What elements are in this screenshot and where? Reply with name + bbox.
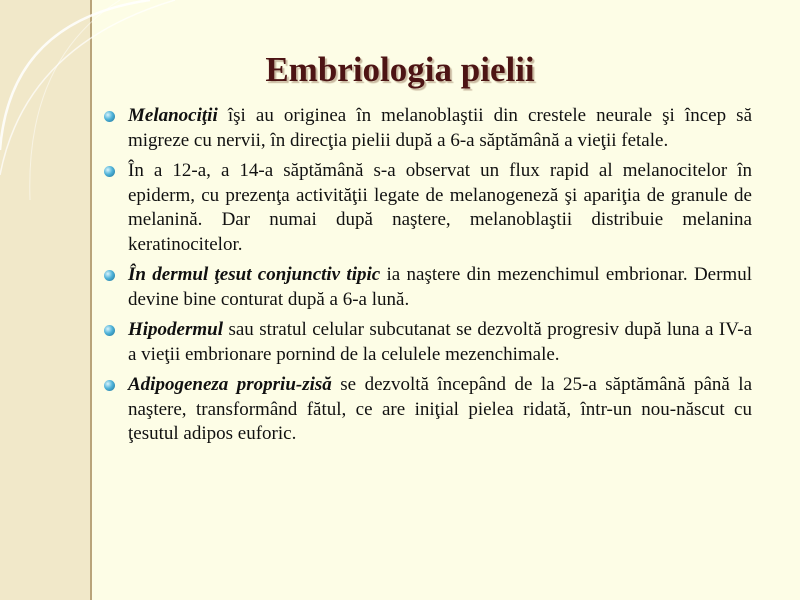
bullet-term: În dermul ţesut conjunctiv tipic <box>128 264 381 285</box>
bullet-text: sau stratul celular subcutanat se dezvoltă progresiv după luna a IV-a a vieţii embrionare pornind de la celulele mezenchimale. <box>128 319 752 365</box>
bullet-term: Melanociţii <box>128 105 218 126</box>
bullet-icon <box>104 380 115 391</box>
bullet-term: Adipogeneza propriu-zisă <box>128 374 332 395</box>
bullet-text: se dezvoltă începând de la 25-a săptămână până la naştere, transformând fătul, ce are iniţial pielea ridată, într-un nou-născut cu ţesutul adipos euforic. <box>128 374 753 444</box>
bullet-icon <box>104 325 115 336</box>
bullet-item-melanocites <box>104 104 752 153</box>
bullet-text: ia naştere din mezenchimul embrionar. Dermul devine bine conturat după a 6-a lună. <box>128 264 752 310</box>
bullet-list <box>104 104 752 453</box>
bullet-text: În a 12-a, a 14-a săptămână s-a observat un flux rapid al melanocitelor în epiderm, cu prezenţa activităţii legate de melanogeneză şi apariţia de granule de melanină. Dar numai după naştere, melanoblaştii distribuie melanina keratinocitelor. <box>128 160 752 255</box>
bullet-item-hypodermis <box>104 318 752 367</box>
bullet-item-melanogenesis <box>104 159 752 257</box>
bullet-item-dermis <box>104 263 752 312</box>
bullet-icon <box>104 270 115 281</box>
bullet-icon <box>104 166 115 177</box>
bullet-text: îşi au originea în melanoblaştii din crestele neurale şi încep să migreze cu nervii, în direcţia pielii după a 6-a săptămână a vieţii fetale. <box>128 105 752 151</box>
bullet-icon <box>104 111 115 122</box>
slide-title: Embriologia pielii <box>265 50 535 89</box>
bullet-item-adipogenesis <box>104 373 752 447</box>
bullet-term: Hipodermul <box>128 319 224 340</box>
